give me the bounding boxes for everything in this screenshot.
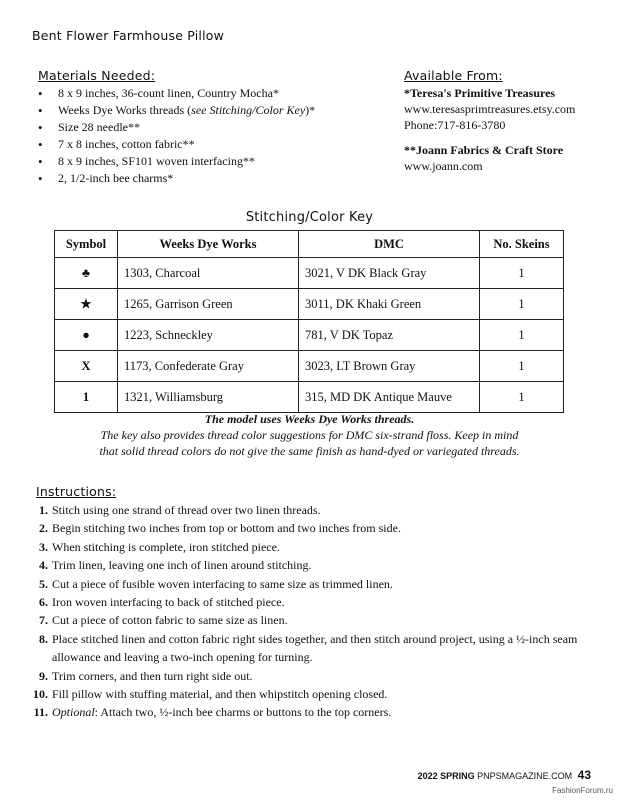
step-number: 9. [39, 668, 48, 683]
x-symbol-icon: X [55, 351, 118, 382]
instruction-step [33, 685, 596, 703]
step-number: 11. [33, 705, 48, 720]
magazine-site: PNPSMAGAZINE.COM [477, 771, 573, 781]
weeks-dye-works-cell: 1321, Williamsburg [118, 382, 299, 413]
step-text: Stitch using one strand of thread over two linen threads. [52, 503, 321, 517]
instruction-step [36, 593, 596, 611]
key-note-line: that solid thread colors do not give the same finish as hand-dyed or variegated threads. [99, 444, 520, 458]
instruction-step [36, 630, 596, 667]
page-footer [418, 768, 591, 782]
available-heading: Available From: [404, 68, 503, 83]
step-number: 3. [39, 539, 48, 554]
table-row [55, 289, 564, 320]
step-text: Iron woven interfacing to back of stitched piece. [52, 595, 285, 610]
step-text: Place stitched linen and cotton fabric right sides together, and then stitch around project, using a ½-inch seam allowance and leaving a two-inch opening for turning. [52, 631, 578, 665]
step-number: 8. [39, 631, 48, 646]
instruction-step [33, 703, 596, 721]
instructions-heading: Instructions: [36, 484, 117, 499]
material-item: • Weeks Dye Works threads (see Stitching/Color Key)* [38, 102, 378, 119]
step-number: 1. [39, 503, 48, 517]
table-header-row [55, 231, 564, 258]
column-header: DMC [299, 231, 480, 258]
material-item: • Size 28 needle** [38, 119, 378, 136]
step-text: When stitching is complete, iron stitched piece. [52, 539, 280, 554]
material-item: • 8 x 9 inches, 36-count linen, Country Mocha* [38, 85, 378, 102]
store-website: www.joann.com [404, 159, 483, 173]
instruction-step [36, 667, 596, 685]
step-number: 4. [39, 558, 48, 573]
page-number: 43 [577, 768, 591, 782]
instructions-section [33, 484, 596, 722]
step-number: 2. [39, 521, 48, 536]
dmc-cell: 3021, V DK Black Gray [299, 258, 480, 289]
instruction-step [36, 519, 596, 537]
thread-notes [0, 411, 619, 459]
issue-label: 2022 SPRING [417, 771, 475, 781]
table-row [55, 351, 564, 382]
dmc-cell: 3023, LT Brown Gray [299, 351, 480, 382]
instructions-list [33, 501, 596, 722]
skeins-cell: 1 [480, 258, 564, 289]
pattern-title: Bent Flower Farmhouse Pillow [32, 28, 225, 43]
material-item: • 2, 1/2-inch bee charms* [38, 170, 378, 187]
materials-heading: Materials Needed: [38, 68, 156, 83]
weeks-dye-works-cell: 1265, Garrison Green [118, 289, 299, 320]
materials-section [38, 68, 378, 187]
key-note-line: The key also provides thread color suggestions for DMC six-strand floss. Keep in mind [100, 428, 519, 442]
instruction-step [36, 611, 596, 629]
instruction-step [36, 501, 596, 519]
dmc-cell: 315, MD DK Antique Mauve [299, 382, 480, 413]
step-number: 7. [39, 613, 48, 628]
instruction-step [36, 556, 596, 574]
step-text: : Attach two, ½-inch bee charms or buttons to the top corners. [94, 705, 392, 720]
step-number: 5. [39, 576, 48, 591]
column-header: Weeks Dye Works [118, 231, 299, 258]
weeks-dye-works-cell: 1173, Confederate Gray [118, 351, 299, 382]
column-header: Symbol [55, 231, 118, 258]
store-phone: Phone:717-816-3780 [404, 118, 506, 132]
star-symbol-icon: ★ [55, 289, 118, 320]
step-label: Optional [52, 705, 95, 720]
table-row [55, 258, 564, 289]
step-text: Trim linen, leaving one inch of linen around stitching. [52, 558, 312, 573]
one-symbol-icon: 1 [55, 382, 118, 413]
watermark-text: FashionForum.ru [552, 786, 613, 795]
step-text: Trim corners, and then turn right side out. [52, 668, 253, 683]
available-from-section [404, 68, 604, 174]
skeins-cell: 1 [480, 382, 564, 413]
materials-list [38, 85, 378, 187]
step-text: Fill pillow with stuffing material, and then whipstitch opening closed. [52, 687, 388, 702]
skeins-cell: 1 [480, 320, 564, 351]
instruction-step [36, 538, 596, 556]
material-item: • 8 x 9 inches, SF101 woven interfacing** [38, 153, 378, 170]
store-website: www.teresasprimtreasures.etsy.com [404, 102, 576, 116]
step-text: Cut a piece of fusible woven interfacing to same size as trimmed linen. [52, 576, 393, 591]
dmc-cell: 3011, DK Khaki Green [299, 289, 480, 320]
skeins-cell: 1 [480, 289, 564, 320]
dot-symbol-icon: ● [55, 320, 118, 351]
color-key-table [54, 230, 564, 413]
instruction-step [36, 575, 596, 593]
step-number: 6. [39, 595, 48, 610]
weeks-dye-works-cell: 1303, Charcoal [118, 258, 299, 289]
weeks-dye-works-cell: 1223, Schneckley [118, 320, 299, 351]
step-text: Begin stitching two inches from top or bottom and two inches from side. [52, 521, 401, 536]
table-row [55, 320, 564, 351]
store-name: **Joann Fabrics & Craft Store [404, 143, 564, 157]
material-item: • 7 x 8 inches, cotton fabric** [38, 136, 378, 153]
column-header: No. Skeins [480, 231, 564, 258]
dmc-cell: 781, V DK Topaz [299, 320, 480, 351]
step-text: Cut a piece of cotton fabric to same size as linen. [52, 613, 288, 628]
color-key-title: Stitching/Color Key [245, 210, 374, 225]
table-row [55, 382, 564, 413]
club-symbol-icon: ♣ [55, 258, 118, 289]
store-name: *Teresa's Primitive Treasures [404, 86, 556, 100]
model-note: The model uses Weeks Dye Works threads. [204, 412, 415, 426]
skeins-cell: 1 [480, 351, 564, 382]
step-number: 10. [33, 687, 48, 702]
